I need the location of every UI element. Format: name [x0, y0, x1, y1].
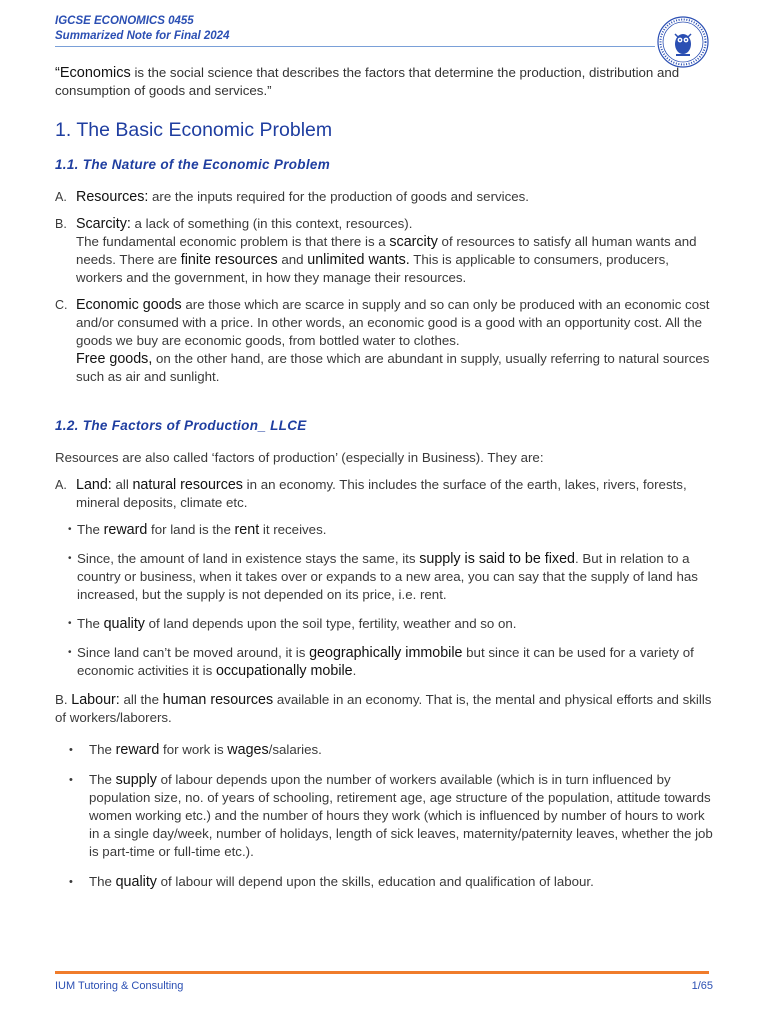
- term-economic-goods: Economic goods: [76, 297, 182, 313]
- labour-bullet: • The quality of labour will depend upon the skills, education and qualification of labour.: [69, 874, 594, 890]
- labour-bullet: • The supply of labour depends upon the number of workers available (which is in turn influenced by population size, no. of years of schooling, retirement age, age structure of the population, attitude towards women working etc.) and the number of hours they work (which is influenced by number of hours to work in a single day/week, number of holidays, length of sick leaves, maternity/paternity leaves, whether the job is part-time or full-time etc.).: [69, 772, 713, 859]
- list-item-scarcity: B. Scarcity: a lack of something (in this context, resources). The fundamental economic problem is that there is a scarcity of resources to satisfy all human wants and needs. There are finite resources and unlimited wants. This is applicable to consumers, producers, workers and the government, in how they manage their resources.: [55, 216, 697, 285]
- list-item-land: A. Land: all natural resources in an economy. This includes the surface of the earth, lakes, rivers, forests, mineral deposits, climate etc.: [55, 477, 687, 510]
- header-course-title: IGCSE ECONOMICS 0455: [55, 15, 194, 27]
- land-bullet-list: [55, 521, 715, 680]
- term-scarcity: Scarcity:: [76, 216, 131, 232]
- labour-bullet-list: [55, 741, 715, 891]
- subsection-title-1-2: 1.2. The Factors of Production_ LLCE: [55, 418, 307, 433]
- header-subtitle: Summarized Note for Final 2024: [55, 30, 230, 42]
- page-number: 1/65: [691, 980, 713, 992]
- term-resources: Resources:: [76, 189, 149, 205]
- land-bullet: • The quality of land depends upon the soil type, fertility, weather and so on.: [68, 616, 517, 632]
- term-economics: Economics: [59, 65, 131, 81]
- land-bullet: • Since, the amount of land in existence stays the same, its supply is said to be fixed. But in relation to a country or business, when it takes over or expands to a new area, you can say that the supply of land has increased, but the supply is not depended on its price, i.e. rent.: [68, 551, 698, 602]
- subsection-title-1-1: 1.1. The Nature of the Economic Problem: [55, 157, 331, 172]
- list-item-labour: B. Labour: all the human resources available in an economy. That is, the mental and physical efforts and skills of workers/laborers.: [55, 692, 712, 725]
- section-title: 1. The Basic Economic Problem: [55, 119, 333, 141]
- page-header: [55, 14, 655, 44]
- footer-divider: [55, 971, 709, 974]
- term-free-goods: Free goods,: [76, 351, 153, 367]
- term-land: Land:: [76, 477, 112, 493]
- term-labour: Labour:: [71, 692, 120, 708]
- intro-definition: “Economics is the social science that describes the factors that determine the production, distribution and consumption of goods and services.”: [55, 65, 680, 98]
- list-item-resources: A. Resources: are the inputs required for the production of goods and services.: [55, 189, 529, 205]
- factors-intro: Resources are also called ‘factors of production’ (especially in Business). They are:: [55, 450, 544, 465]
- institution-seal-icon: [657, 16, 709, 68]
- footer-organization: IUM Tutoring & Consulting: [55, 980, 184, 992]
- list-item-economic-goods: C. Economic goods are those which are scarce in supply and so can only be produced with an economic cost and/or consumed with a price. In other words, an economic good is a good with an opportunity cost. All the goods we buy are economic goods, from bottled water to clothes. Free goods, on the other hand, are those which are abundant in supply, usually referring to natural sources such as air and sunlight.: [55, 297, 710, 384]
- land-bullet: • The reward for land is the rent it receives.: [68, 522, 327, 538]
- labour-bullet: • The reward for work is wages/salaries.: [69, 742, 322, 758]
- header-divider: [55, 46, 655, 47]
- page-content: [55, 64, 715, 903]
- land-bullet: • Since land can’t be moved around, it is geographically immobile but since it can be used for a variety of economic activities it is occupationally mobile.: [68, 645, 694, 679]
